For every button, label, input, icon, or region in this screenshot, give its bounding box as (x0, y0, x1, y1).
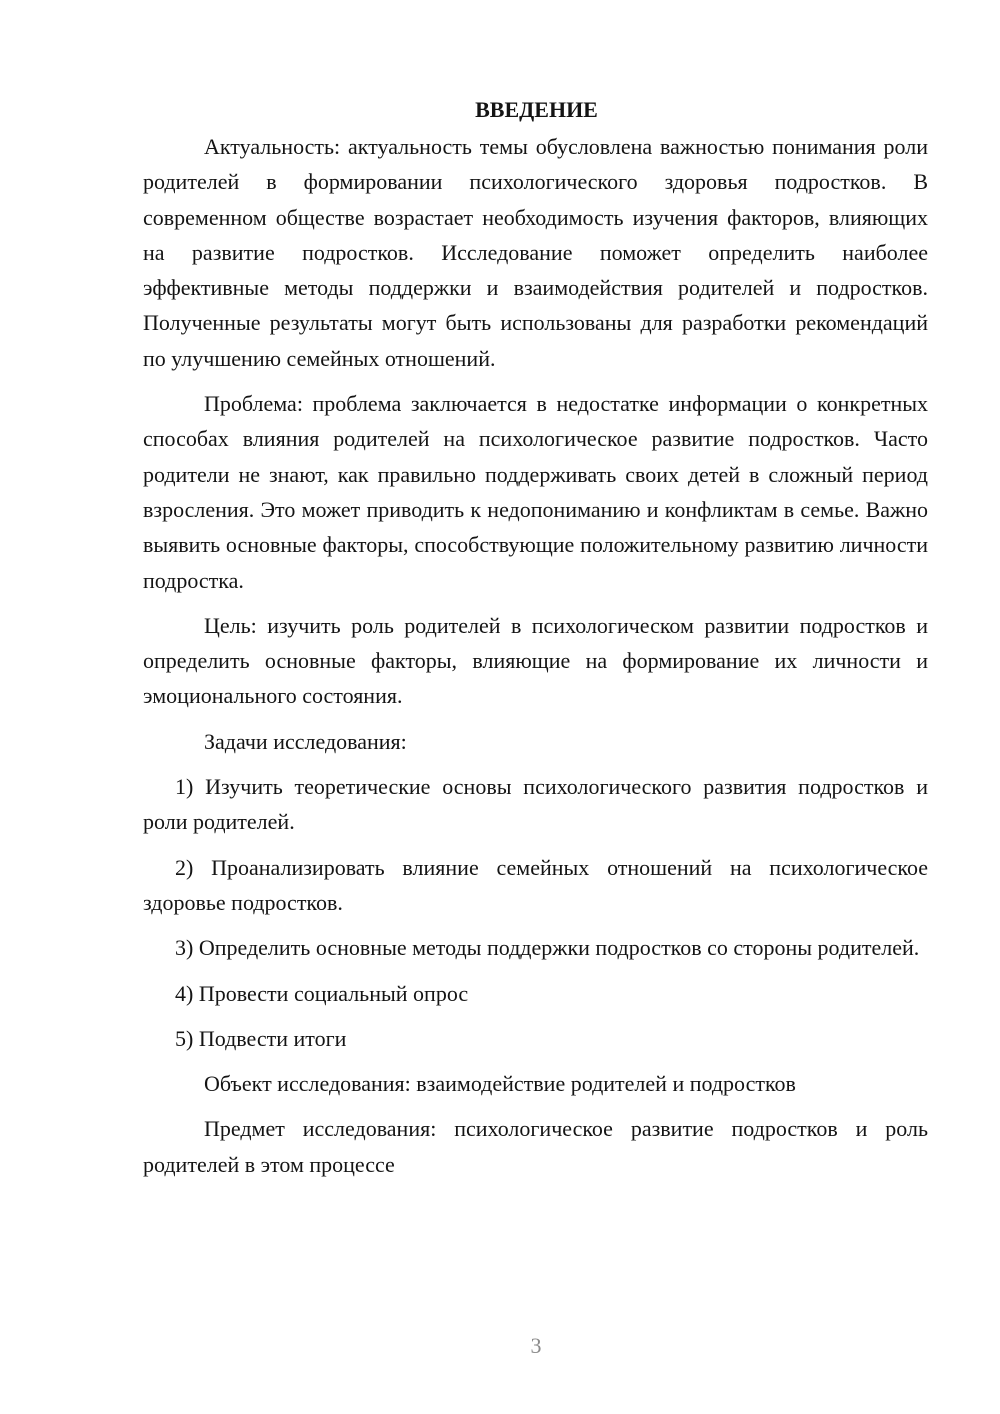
page-title: ВВЕДЕНИЕ (475, 97, 598, 122)
task-item-2: 2) Проанализировать влияние семейных отношений на психологическое здоровье подростков. (143, 854, 928, 915)
tasks-heading: Задачи исследования: (204, 728, 407, 754)
research-object-paragraph: Объект исследования: взаимодействие родителей и подростков (204, 1071, 796, 1097)
task-item-1: 1) Изучить теоретические основы психологического развития подростков и роли родителей. (143, 774, 928, 835)
task-item-4: 4) Провести социальный опрос (175, 980, 469, 1006)
goal-paragraph: Цель: изучить роль родителей в психологическом развитии подростков и определить основные факторы, влияющие на формирование их личности и эмоционального состояния. (143, 612, 928, 709)
relevance-paragraph: Актуальность: актуальность темы обусловлена важностью понимания роли родителей в формировании психологического здоровья подростков. В современном обществе возрастает необходимость изучения факторов, влияющих на развитие подростков. Исследование поможет определить наиболее эффективные методы поддержки и взаимодействия родителей и подростков. Полученные результаты могут быть использованы для разработки рекомендаций по улучшению семейных отношений. (143, 134, 928, 371)
document-page (143, 92, 928, 1192)
research-subject-paragraph: Предмет исследования: психологическое развитие подростков и роль родителей в этом процессе (143, 1116, 928, 1177)
page-number: 3 (530, 1333, 542, 1358)
task-item-3: 3) Определить основные методы поддержки подростков со стороны родителей. (175, 935, 920, 961)
task-item-5: 5) Подвести итоги (175, 1025, 347, 1051)
problem-paragraph: Проблема: проблема заключается в недостатке информации о конкретных способах влияния родителей на психологическое развитие подростков. Часто родители не знают, как правильно поддерживать своих детей в сложный период взросления. Это может приводить к недопониманию и конфликтам в семье. Важно выявить основные факторы, способствующие положительному развитию личности подростка. (143, 391, 928, 593)
